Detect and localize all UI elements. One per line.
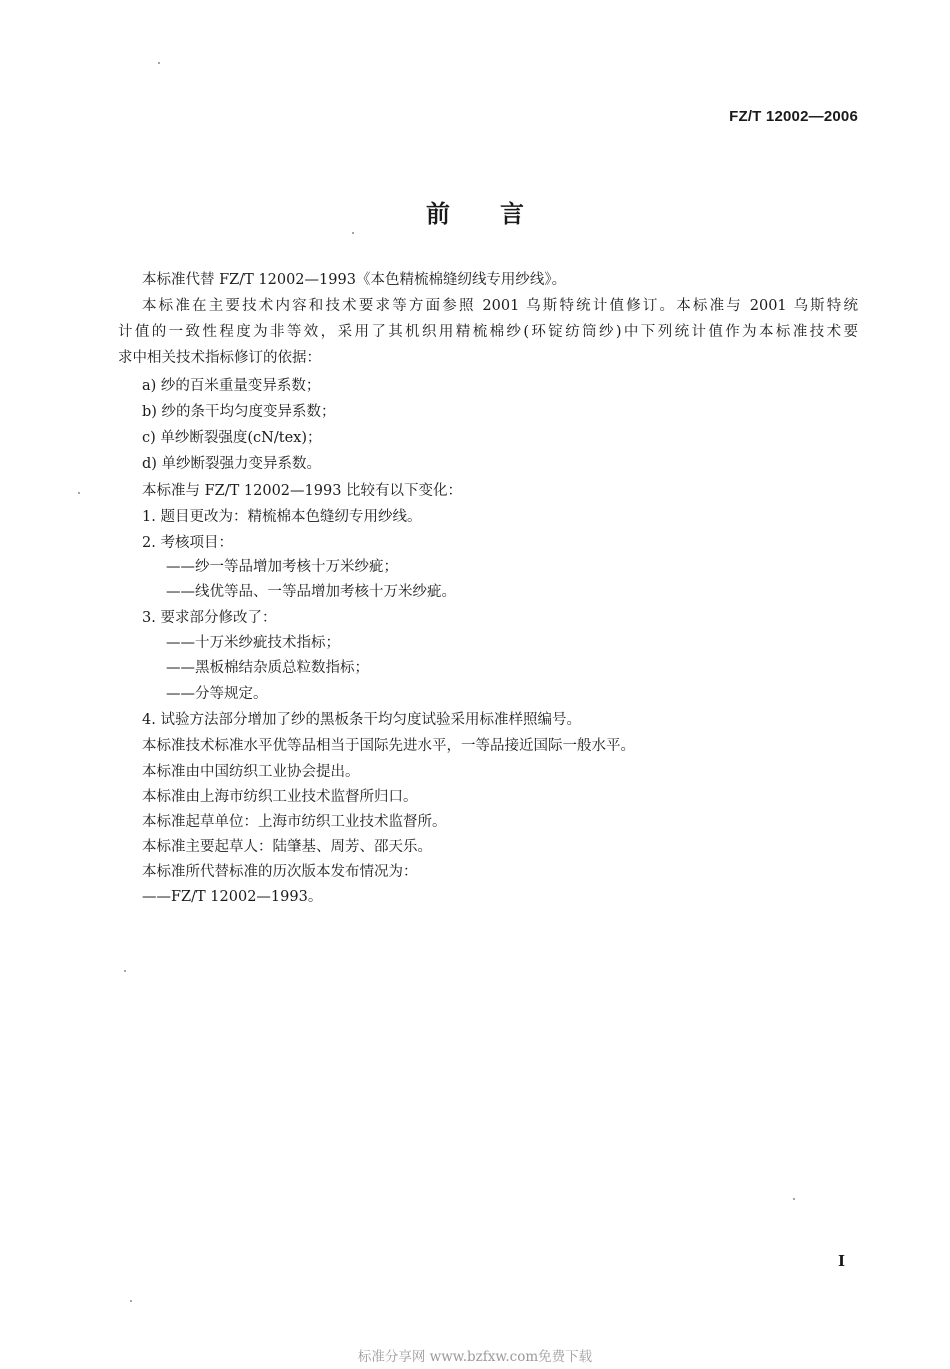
- scan-speck: [78, 492, 80, 494]
- paragraph-line: 求中相关技术指标修订的依据：: [118, 350, 321, 366]
- watermark: 标准分享网 www.bzfxw.com免费下载: [357, 1349, 593, 1365]
- paragraph-line: 1. 题目更改为：精梳棉本色缝纫专用纱线。: [142, 509, 422, 525]
- paragraph-line: 4. 试验方法部分增加了纱的黑板条干均匀度试验采用标准样照编号。: [142, 712, 581, 728]
- paragraph-line: 本标准技术标准水平优等品相当于国际先进水平，一等品接近国际一般水平。: [142, 738, 635, 754]
- dash-item: ——分等规定。: [166, 686, 268, 702]
- paragraph-line: 本标准由上海市纺织工业技术监督所归口。: [142, 789, 418, 805]
- paragraph-line: ——FZ/T 12002—1993。: [142, 889, 323, 905]
- paragraph-line: 本标准代替 FZ/T 12002—1993《本色精梳棉缝纫线专用纱线》。: [142, 272, 567, 288]
- paragraph-line: 3. 要求部分修改了：: [142, 610, 277, 626]
- page-number: I: [838, 1252, 846, 1270]
- dash-item: ——黑板棉结杂质总粒数指标；: [166, 660, 369, 676]
- paragraph-line: 本标准所代替标准的历次版本发布情况为：: [142, 864, 418, 880]
- scan-speck: [352, 232, 354, 234]
- dash-item: ——十万米纱疵技术指标；: [166, 635, 340, 651]
- paragraph-line: 本标准在主要技术内容和技术要求等方面参照 2001 乌斯特统计值修订。本标准与 2001 乌斯特统: [142, 298, 858, 314]
- paragraph-line: 本标准起草单位：上海市纺织工业技术监督所。: [142, 814, 447, 830]
- dash-item: ——纱一等品增加考核十万米纱疵；: [166, 559, 398, 575]
- list-item: c) 单纱断裂强度(cN/tex)；: [142, 430, 322, 446]
- scan-speck: [158, 62, 160, 64]
- page-title: 前言: [426, 200, 574, 228]
- scan-speck: [793, 1198, 795, 1200]
- paragraph-line: 计值的一致性程度为非等效，采用了其机织用精梳棉纱(环锭纺筒纱)中下列统计值作为本标准技术要: [118, 324, 858, 340]
- standard-code: FZ/T 12002—2006: [729, 108, 858, 125]
- scan-speck: [124, 970, 126, 972]
- paragraph-line: 本标准由中国纺织工业协会提出。: [142, 764, 360, 780]
- list-item: b) 纱的条干均匀度变异系数；: [142, 404, 336, 420]
- paragraph-line: 本标准与 FZ/T 12002—1993 比较有以下变化：: [142, 483, 463, 499]
- dash-item: ——线优等品、一等品增加考核十万米纱疵。: [166, 584, 456, 600]
- paragraph-line: 本标准主要起草人：陆肇基、周芳、邵天乐。: [142, 839, 432, 855]
- list-item: a) 纱的百米重量变异系数；: [142, 378, 321, 394]
- scan-speck: [130, 1300, 132, 1302]
- paragraph-line: 2. 考核项目：: [142, 535, 233, 551]
- list-item: d) 单纱断裂强力变异系数。: [142, 456, 322, 472]
